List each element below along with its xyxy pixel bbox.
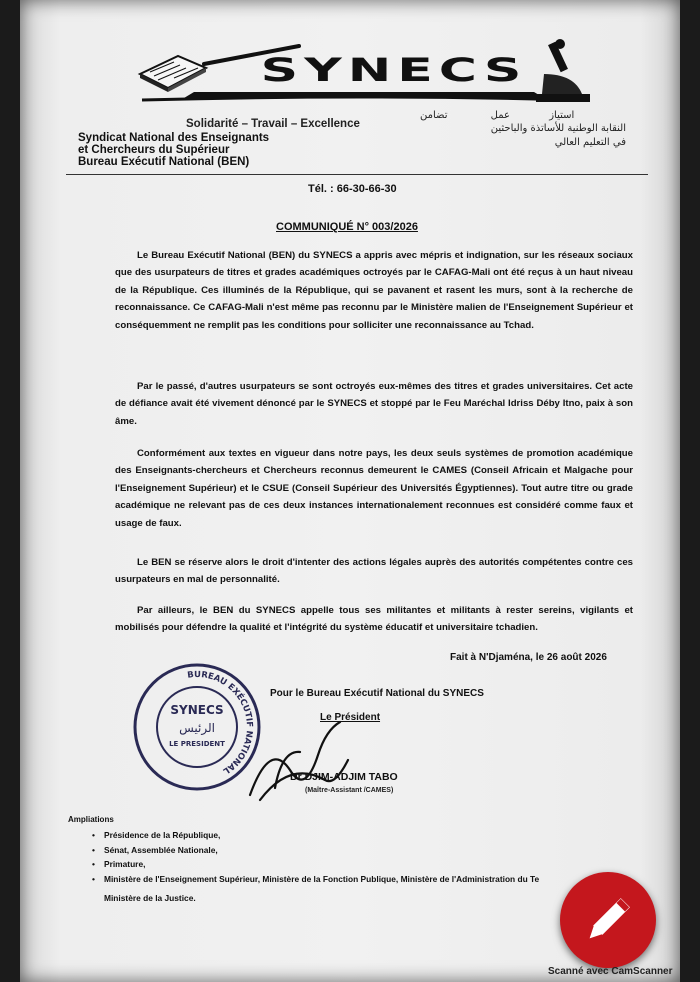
header-divider <box>66 174 648 175</box>
arabic-org-line2: في التعليم العالي <box>554 137 626 148</box>
phone-number: Tél. : 66-30-66-30 <box>308 183 397 195</box>
list-item: • Ministère de l'Enseignement Supérieur, Ministère de la Fonction Publique, Ministère de l'Administration du Te <box>92 872 539 887</box>
paragraph-5: Par ailleurs, le BEN du SYNECS appelle tous ses militantes et militants à rester sereins, vigilants et mobilisés pour défendre la qualité et l'intégrité du système éducatif et universitaire tchadien. <box>115 605 633 634</box>
date-line: Fait à N'Djaména, le 26 août 2026 <box>450 652 607 663</box>
motto: Solidarité – Travail – Excellence <box>186 118 360 130</box>
logo-wordmark: SYNECS <box>260 52 528 90</box>
org-line1: Syndicat National des Enseignants <box>78 132 270 144</box>
arabic-motto-excellence: استياز <box>549 110 575 121</box>
arabic-motto <box>420 110 574 121</box>
list-item: • Sénat, Assemblée Nationale, <box>92 843 539 858</box>
stamp-role-text: LE PRESIDENT <box>169 740 225 748</box>
ampliations-list <box>92 828 539 886</box>
arabic-motto-solidarity: تضامن <box>420 110 448 121</box>
paragraph-1: Le Bureau Exécutif National (BEN) du SYNECS a appris avec mépris et indignation, sur les réseaux sociaux que des usurpateurs de titres et grades académiques octroyés par le CAFAG-Mali ont été reçus à un haut niveau de la République. Ces illuminés de la République, qui se pavanent et rasent les murs, sont à la recherche de reconnaissance. Ce CAFAG-Mali n'est même pas reconnu par le Ministère malien de l'Enseignement Supérieur et conséquemment ne remplit pas les conditions pour solliciter une reconnaissance au Tchad. <box>115 250 633 331</box>
signature-for-line: Pour le Bureau Exécutif National du SYNECS <box>270 688 484 699</box>
ampliations-title: Ampliations <box>68 815 114 824</box>
arabic-motto-work: عمل <box>490 110 510 121</box>
pencil-icon <box>560 872 656 968</box>
arabic-org-line1: النقابة الوطنية للأساتذة والباحثين <box>490 123 626 134</box>
paragraph-3: Conformément aux textes en vigueur dans notre pays, les deux seuls systèmes de promotion académique des Enseignants-chercheurs et Chercheurs reconnus demeurent le CAMES (Conseil Africain et Malgache pour l'Enseignement Supérieur) et le CSUE (Conseil Supérieur des Universités Égyptiennes). Tout autre titre ou grade académique ne relevant pas de ces deux instances internationalement reconnues est considéré comme faux et usage de faux. <box>115 448 633 529</box>
paragraph-4: Le BEN se réserve alors le droit d'intenter des actions légales auprès des autorités compétentes contre ces usurpateurs en mal de personnalité. <box>115 557 633 586</box>
signature-role: Le Président <box>320 712 381 723</box>
camscanner-watermark: Scanné avec CamScanner <box>548 966 673 977</box>
stamp-center-text: SYNECS <box>170 703 224 717</box>
stamp-arabic-text: الرئيس <box>179 721 215 735</box>
edit-fab-button[interactable] <box>560 872 656 968</box>
signatory-name: Dr DJIM-ADJIM TABO <box>290 771 398 783</box>
arabic-org-name <box>436 122 626 150</box>
org-line2: et Chercheurs du Supérieur <box>78 144 230 156</box>
list-item: • Primature, <box>92 857 539 872</box>
signatory-title: (Maître-Assistant /CAMES) <box>305 787 394 794</box>
list-item: • Présidence de la République, <box>92 828 539 843</box>
communique-title: COMMUNIQUÉ N° 003/2026 <box>276 221 418 233</box>
paragraph-2: Par le passé, d'autres usurpateurs se sont octroyés eux-mêmes des titres et grades universitaires. Cet acte de défiance avait été vivement dénoncé par le SYNECS et stoppé par le Feu Maréchal Idriss Déby Itno, paix à son âme. <box>115 381 633 427</box>
ampliations-continuation: Ministère de la Justice. <box>104 893 196 903</box>
org-name <box>78 132 269 168</box>
stamp-ring-text: BUREAU EXÉCUTIF NATIONAL <box>186 669 255 776</box>
org-line3: Bureau Exécutif National (BEN) <box>78 156 250 168</box>
